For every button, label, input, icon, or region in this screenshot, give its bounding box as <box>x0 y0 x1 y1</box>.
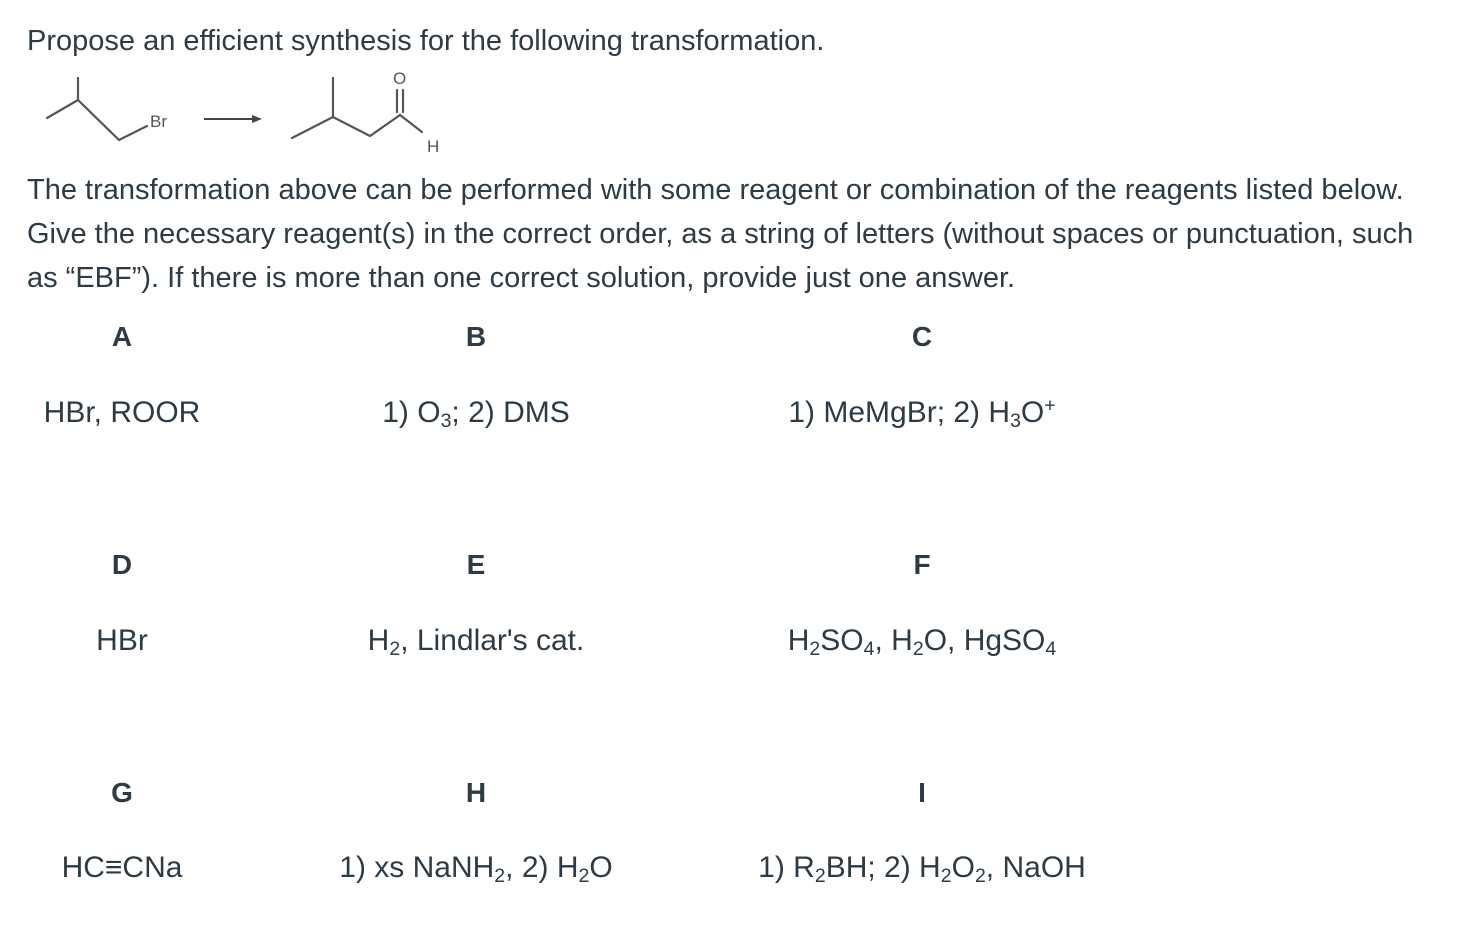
question-instructions: The transformation above can be performed with some reagent or combination of the reagents listed below. Give the necessary reagent(s) in the correct order, as a string of letters (without spaces or punctuation, such as “EBF”). If there is more than one correct solution, provide just one answer. <box>27 174 1414 294</box>
reagent-value-g: HC≡CNa <box>61 851 183 884</box>
product-o-label: O <box>393 69 407 88</box>
reactant-structure <box>47 78 147 140</box>
reagent-value-h: 1) xs NaNH$_2$, 2) $H_2O$ <box>339 851 613 887</box>
reagent-letter-a: A <box>111 321 133 352</box>
reagent-value-a: HBr, ROOR <box>43 396 201 429</box>
reagent-letter-c: C <box>911 321 933 352</box>
reagent-letter-f: F <box>913 549 931 580</box>
reagent-value-c: 1) MeMgBr; 2) $H_3O^+$ <box>788 394 1056 432</box>
reagent-letter-i: I <box>918 777 926 808</box>
question-title: Propose an efficient synthesis for the following transformation. <box>27 25 825 57</box>
reagent-value-b: 1) $O_3$; 2) DMS <box>382 396 570 432</box>
reagent-letter-h: H <box>465 777 487 808</box>
reagent-letter-e: E <box>466 549 486 580</box>
reagent-value-f: $H_2SO_4$, $H_2O$, HgSO$_4$ <box>787 624 1057 660</box>
reagent-letter-g: G <box>111 777 133 808</box>
reagent-letter-d: D <box>111 549 133 580</box>
product-h-label: H <box>427 137 440 156</box>
reagent-letter-b: B <box>465 321 487 352</box>
reagent-value-d: HBr <box>96 624 148 657</box>
reaction-scheme <box>30 60 490 160</box>
reaction-arrow <box>204 115 262 123</box>
reactant-br-label: Br <box>150 112 167 131</box>
reagent-value-e: $H_2$, Lindlar's cat. <box>367 624 585 660</box>
reagent-value-i: 1) $R_2BH$; 2) $H_2O_2$, NaOH <box>758 851 1086 887</box>
